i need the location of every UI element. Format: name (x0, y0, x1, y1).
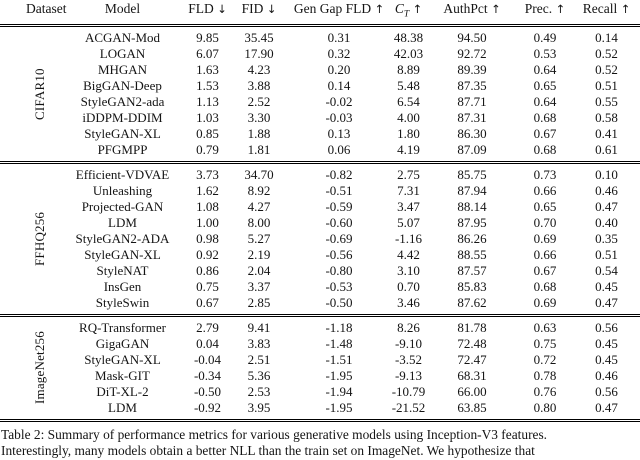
table-section-ffhq256 (0, 165, 640, 313)
cell-metric: 3.73 (196, 166, 219, 182)
cell-metric: 2.04 (247, 262, 271, 278)
cell-metric: 1.62 (196, 182, 219, 198)
cell-metric: 89.39 (457, 61, 487, 77)
table-row (0, 199, 640, 215)
cell-metric: 72.47 (457, 351, 487, 367)
cell-metric: 0.32 (327, 45, 351, 61)
cell-metric: 3.30 (247, 109, 271, 125)
cell-metric: 0.49 (533, 29, 557, 45)
cell-metric: 0.92 (196, 246, 219, 262)
cell-model: MHGAN (97, 61, 148, 77)
cell-metric: 0.35 (595, 230, 618, 246)
cell-metric: 1.88 (247, 125, 271, 141)
cell-metric: 2.79 (196, 319, 219, 335)
caption-line: Interestingly, many models obtain a better NLL than the train set on ImageNet. We hypothesize that (1, 443, 535, 459)
cell-metric: 1.53 (196, 77, 219, 93)
cell-metric: 92.72 (457, 45, 487, 61)
cell-metric: 8.92 (247, 182, 271, 198)
cell-metric: 0.13 (327, 125, 351, 141)
cell-metric: 48.38 (393, 29, 424, 45)
table-row (0, 295, 640, 311)
cell-metric: 0.04 (196, 335, 219, 351)
cell-metric: 87.09 (457, 141, 487, 157)
cell-model: StyleGAN-XL (84, 125, 161, 141)
cell-metric: -1.16 (394, 230, 423, 246)
section-rows (0, 30, 640, 158)
cell-metric: -0.50 (193, 383, 222, 399)
cell-metric: 0.68 (533, 141, 557, 157)
cell-metric: 8.89 (397, 61, 420, 77)
caption-line: Table 2: Summary of performance metrics for various generative models using Inception-V3 features. (1, 426, 548, 442)
header-rule (0, 24, 640, 27)
cell-metric: -0.04 (193, 351, 222, 367)
cell-metric: 0.70 (397, 278, 420, 294)
cell-metric: 5.36 (247, 367, 271, 383)
cell-model: iDDPM-DDIM (82, 109, 163, 125)
cell-metric: 63.85 (457, 399, 487, 415)
table-row (0, 183, 640, 199)
cell-metric: 0.47 (595, 294, 618, 310)
cell-metric: 0.31 (327, 29, 351, 45)
table-row (0, 167, 640, 183)
cell-metric: 2.51 (247, 351, 271, 367)
table-row (0, 94, 640, 110)
cell-metric: 9.85 (196, 29, 219, 45)
table-section-imagenet256 (0, 318, 640, 418)
bottom-rule (0, 419, 640, 422)
cell-metric: 9.41 (247, 319, 271, 335)
cell-metric: 1.13 (196, 93, 219, 109)
table-row (0, 215, 640, 231)
cell-metric: -1.95 (325, 399, 353, 415)
cell-metric: 87.94 (457, 182, 487, 198)
cell-metric: 0.64 (533, 93, 557, 109)
cell-metric: 0.70 (533, 214, 557, 230)
cell-metric: 6.54 (397, 93, 420, 109)
cell-metric: -0.53 (325, 278, 353, 294)
dataset-label: CIFAR10 (32, 67, 47, 120)
cell-metric: 1.80 (397, 125, 420, 141)
cell-metric: 0.79 (196, 141, 219, 157)
cell-model: Projected-GAN (81, 198, 164, 214)
dataset-label: ImageNet256 (32, 331, 47, 405)
cell-metric: 0.98 (196, 230, 219, 246)
cell-model: LDM (108, 399, 137, 415)
table-row (0, 126, 640, 142)
cell-metric: 3.83 (247, 335, 271, 351)
table-row (0, 320, 640, 336)
cell-model: ACGAN-Mod (84, 29, 161, 45)
cell-metric: -1.94 (325, 383, 353, 399)
cell-metric: 1.63 (196, 61, 219, 77)
cell-metric: 0.61 (595, 141, 618, 157)
column-header-precision: Prec. ↑ (524, 1, 566, 16)
cell-model: BigGAN-Deep (83, 77, 162, 93)
cell-metric: 2.19 (247, 246, 271, 262)
cell-metric: 1.03 (196, 109, 219, 125)
cell-metric: -10.79 (391, 383, 426, 399)
cell-metric: 87.57 (457, 262, 487, 278)
cell-metric: -0.34 (193, 367, 222, 383)
table-row (0, 400, 640, 416)
cell-metric: 0.63 (533, 319, 557, 335)
table-row (0, 352, 640, 368)
cell-metric: 0.69 (533, 230, 557, 246)
cell-metric: -0.59 (325, 198, 353, 214)
cell-metric: 6.07 (196, 45, 219, 61)
cell-metric: -1.51 (325, 351, 353, 367)
cell-metric: 85.75 (457, 166, 487, 182)
cell-metric: 86.26 (457, 230, 487, 246)
cell-metric: 0.66 (533, 246, 557, 262)
cell-metric: 3.95 (247, 399, 271, 415)
cell-metric: -0.82 (325, 166, 353, 182)
cell-metric: 4.27 (247, 198, 271, 214)
cell-metric: 0.86 (196, 262, 219, 278)
cell-metric: 4.23 (247, 61, 271, 77)
cell-metric: -0.03 (325, 109, 353, 125)
column-header-recall: Recall ↑ (582, 1, 631, 16)
cell-metric: -0.02 (325, 93, 353, 109)
cell-metric: -0.51 (325, 182, 353, 198)
cell-metric: -0.50 (325, 294, 353, 310)
column-header-ct (390, 1, 427, 23)
cell-metric: 2.85 (247, 294, 271, 310)
cell-metric: 17.90 (244, 45, 274, 61)
cell-metric: 1.08 (196, 198, 219, 214)
cell-metric: 0.51 (595, 77, 618, 93)
cell-model: Unleashing (92, 182, 153, 198)
cell-metric: 0.67 (196, 294, 219, 310)
column-header-fid: FID ↓ (241, 1, 277, 16)
cell-metric: 0.68 (533, 109, 557, 125)
cell-model: Mask-GIT (95, 367, 150, 383)
section-rows (0, 167, 640, 311)
cell-metric: 2.53 (247, 383, 271, 399)
up-arrow-icon: ↑ (412, 2, 423, 16)
cell-metric: 0.85 (196, 125, 219, 141)
cell-metric: 3.47 (397, 198, 420, 214)
cell-model: StyleGAN2-ada (80, 93, 165, 109)
cell-metric: 0.45 (595, 335, 618, 351)
cell-metric: 0.40 (595, 214, 618, 230)
cell-metric: 0.55 (595, 93, 618, 109)
table-row (0, 247, 640, 263)
cell-metric: 5.27 (247, 230, 271, 246)
cell-metric: 0.45 (595, 351, 618, 367)
cell-model: LDM (108, 214, 137, 230)
down-arrow-icon: ↓ (217, 2, 227, 16)
cell-metric: 0.80 (533, 399, 557, 415)
cell-metric: 0.41 (595, 125, 618, 141)
table-row (0, 78, 640, 94)
table-row (0, 279, 640, 295)
cell-model: Efficient-VDVAE (75, 166, 170, 182)
cell-metric: -1.18 (325, 319, 353, 335)
table-row (0, 384, 640, 400)
cell-metric: -0.60 (325, 214, 353, 230)
cell-metric: 3.37 (247, 278, 271, 294)
cell-metric: 87.62 (457, 294, 487, 310)
section-rows (0, 320, 640, 416)
cell-metric: 0.51 (595, 246, 618, 262)
section-rule (0, 161, 640, 164)
cell-metric: -0.69 (325, 230, 353, 246)
cell-metric: 3.88 (247, 77, 271, 93)
cell-metric: 0.45 (595, 278, 618, 294)
cell-metric: 5.07 (397, 214, 420, 230)
cell-metric: 0.68 (533, 278, 557, 294)
cell-metric: 3.10 (397, 262, 420, 278)
column-header-dataset: Dataset (26, 1, 67, 16)
cell-metric: 0.76 (533, 383, 557, 399)
table-row (0, 142, 640, 158)
cell-metric: -3.52 (394, 351, 423, 367)
cell-metric: 34.70 (244, 166, 274, 182)
cell-metric: 0.06 (327, 141, 351, 157)
cell-metric: 85.83 (457, 278, 487, 294)
cell-metric: 1.81 (247, 141, 271, 157)
table-row (0, 263, 640, 279)
table-header-row (0, 0, 640, 23)
column-header-fld: FLD ↓ (188, 1, 227, 16)
cell-metric: 42.03 (393, 45, 424, 61)
up-arrow-icon: ↑ (620, 2, 631, 16)
cell-metric: 4.42 (397, 246, 420, 262)
table-caption (0, 427, 640, 460)
up-arrow-icon: ↑ (491, 2, 501, 16)
cell-metric: 0.78 (533, 367, 557, 383)
up-arrow-icon: ↑ (555, 2, 566, 16)
column-header-gen-gap-fld: Gen Gap FLD ↑ (293, 1, 385, 16)
cell-metric: 68.31 (457, 367, 487, 383)
cell-model: StyleGAN-XL (84, 351, 161, 367)
table-row (0, 368, 640, 384)
cell-metric: 0.67 (533, 262, 557, 278)
cell-metric: 8.00 (247, 214, 271, 230)
cell-metric: 0.66 (533, 182, 557, 198)
cell-metric: -0.56 (325, 246, 353, 262)
cell-metric: 88.55 (457, 246, 487, 262)
cell-metric: 87.95 (457, 214, 487, 230)
table-row (0, 231, 640, 247)
cell-model: StyleGAN-XL (84, 246, 161, 262)
column-header-model: Model (104, 1, 141, 16)
cell-metric: 0.52 (595, 61, 618, 77)
cell-metric: 4.00 (397, 109, 420, 125)
cell-metric: -21.52 (391, 399, 426, 415)
cell-metric: 0.20 (327, 61, 351, 77)
cell-metric: 0.56 (595, 319, 618, 335)
cell-metric: 88.14 (457, 198, 487, 214)
cell-metric: 0.53 (533, 45, 557, 61)
cell-metric: 87.35 (457, 77, 487, 93)
cell-model: LOGAN (99, 45, 146, 61)
table-row (0, 46, 640, 62)
cell-metric: 0.65 (533, 198, 557, 214)
cell-metric: -9.13 (394, 367, 423, 383)
cell-metric: 0.72 (533, 351, 557, 367)
cell-metric: 66.00 (457, 383, 487, 399)
cell-metric: -1.95 (325, 367, 353, 383)
cell-metric: 0.69 (533, 294, 557, 310)
cell-metric: 2.75 (397, 166, 420, 182)
column-header-authpct: AuthPct ↑ (443, 1, 501, 16)
dataset-label: FFHQ256 (32, 211, 47, 266)
down-arrow-icon: ↓ (266, 2, 277, 16)
cell-metric: 3.46 (397, 294, 420, 310)
cell-metric: 4.19 (397, 141, 420, 157)
cell-metric: 0.58 (595, 109, 618, 125)
cell-metric: 0.47 (595, 399, 618, 415)
cell-metric: 0.46 (595, 367, 618, 383)
cell-metric: 72.48 (457, 335, 487, 351)
cell-metric: 5.48 (397, 77, 420, 93)
cell-metric: 0.65 (533, 77, 557, 93)
cell-metric: 0.54 (595, 262, 618, 278)
cell-metric: 0.14 (595, 29, 618, 45)
cell-metric: 81.78 (457, 319, 487, 335)
cell-model: PFGMPP (97, 141, 148, 157)
cell-metric: -9.10 (394, 335, 423, 351)
table-section-cifar10 (0, 28, 640, 160)
ct-symbol: $C_T$ (394, 1, 410, 20)
cell-metric: 0.67 (533, 125, 557, 141)
cell-metric: 0.56 (595, 383, 618, 399)
cell-metric: 0.75 (196, 278, 219, 294)
cell-metric: 8.26 (397, 319, 420, 335)
cell-metric: 87.31 (457, 109, 487, 125)
cell-metric: 2.52 (247, 93, 271, 109)
table-row (0, 110, 640, 126)
table-row (0, 336, 640, 352)
cell-metric: 87.71 (457, 93, 487, 109)
cell-metric: -0.92 (193, 399, 222, 415)
section-rule (0, 314, 640, 317)
cell-metric: 94.50 (457, 29, 487, 45)
table-row (0, 62, 640, 78)
cell-metric: 7.31 (397, 182, 420, 198)
cell-model: RQ-Transformer (79, 319, 166, 335)
cell-metric: 0.73 (533, 166, 557, 182)
cell-model: StyleGAN2-ADA (75, 230, 170, 246)
cell-model: StyleNAT (96, 262, 149, 278)
cell-metric: 0.14 (327, 77, 351, 93)
cell-metric: 0.10 (595, 166, 618, 182)
up-arrow-icon: ↑ (374, 2, 385, 16)
cell-model: InsGen (103, 278, 142, 294)
cell-metric: 0.47 (595, 198, 618, 214)
cell-metric: 35.45 (244, 29, 274, 45)
cell-metric: 0.64 (533, 61, 557, 77)
cell-model: GigaGAN (95, 335, 150, 351)
cell-metric: 0.75 (533, 335, 557, 351)
cell-metric: 86.30 (457, 125, 487, 141)
cell-metric: 0.46 (595, 182, 618, 198)
cell-metric: 0.52 (595, 45, 618, 61)
cell-model: DiT-XL-2 (96, 383, 149, 399)
cell-model: StyleSwin (95, 294, 150, 310)
cell-metric: 1.00 (196, 214, 219, 230)
cell-metric: -0.80 (325, 262, 353, 278)
cell-metric: -1.48 (325, 335, 353, 351)
table-row (0, 30, 640, 46)
